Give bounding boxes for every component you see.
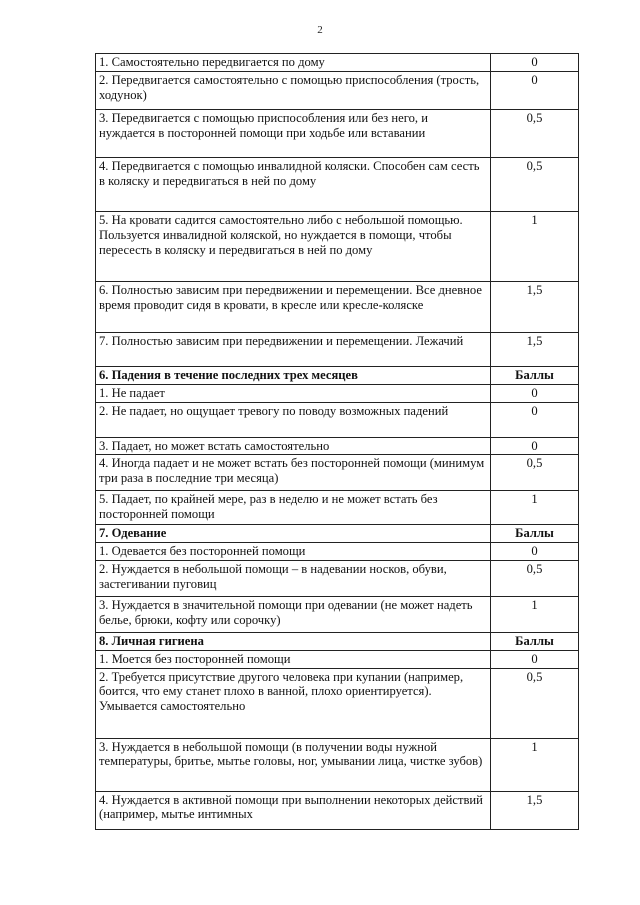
section-header-falls — [96, 367, 579, 385]
score-value: 0,5 — [491, 158, 579, 212]
score-value: 1,5 — [491, 333, 579, 367]
score-value: 0,5 — [491, 668, 579, 738]
table-row — [96, 596, 579, 632]
section-header-hygiene — [96, 632, 579, 650]
score-value: 0,5 — [491, 560, 579, 596]
score-value: 0 — [491, 437, 579, 455]
table-row — [96, 738, 579, 791]
criterion-text: 1. Одевается без посторонней помощи — [96, 543, 491, 561]
score-value: 1 — [491, 491, 579, 525]
section-title: 8. Личная гигиена — [96, 632, 491, 650]
table-row — [96, 668, 579, 738]
criterion-text: 4. Иногда падает и не может встать без посторонней помощи (минимум три раза в последние три месяца) — [96, 455, 491, 491]
section-title: 6. Падения в течение последних трех месяцев — [96, 367, 491, 385]
criterion-text: 5. На кровати садится самостоятельно либо с небольшой помощью. Пользуется инвалидной коляской, но нуждается в помощи, чтобы пересесть в коляску и передвигаться в ней по дому — [96, 212, 491, 282]
criterion-text: 2. Не падает, но ощущает тревогу по поводу возможных падений — [96, 402, 491, 437]
page-number: 2 — [317, 24, 323, 36]
criterion-text: 3. Нуждается в небольшой помощи (в получении воды нужной температуры, бритье, мытье головы, ног, умывании лица, чистке зубов) — [96, 738, 491, 791]
criterion-text: 4. Передвигается с помощью инвалидной коляски. Способен сам сесть в коляску и передвигаться в ней по дому — [96, 158, 491, 212]
table-row — [96, 333, 579, 367]
score-value: 0 — [491, 650, 579, 668]
score-value: 1 — [491, 596, 579, 632]
table-row — [96, 402, 579, 437]
criterion-text: 2. Нуждается в небольшой помощи – в надевании носков, обуви, застегивании пуговиц — [96, 560, 491, 596]
table-row — [96, 455, 579, 491]
score-value: 0,5 — [491, 110, 579, 158]
score-value: 1 — [491, 212, 579, 282]
criterion-text: 5. Падает, по крайней мере, раз в неделю и не может встать без посторонней помощи — [96, 491, 491, 525]
section-header-dressing — [96, 525, 579, 543]
score-value: 0 — [491, 384, 579, 402]
assessment-table — [95, 53, 579, 830]
criterion-text: 3. Передвигается с помощью приспособления или без него, и нуждается в посторонней помощи при ходьбе или вставании — [96, 110, 491, 158]
criterion-text: 1. Не падает — [96, 384, 491, 402]
score-value: 0 — [491, 72, 579, 110]
table-row — [96, 437, 579, 455]
criterion-text: 3. Падает, но может встать самостоятельно — [96, 437, 491, 455]
score-value: 1,5 — [491, 282, 579, 333]
criterion-text: 6. Полностью зависим при передвижении и перемещении. Все дневное время проводит сидя в кровати, в кресле или кресле-коляске — [96, 282, 491, 333]
score-column-header: Баллы — [491, 525, 579, 543]
criterion-text: 1. Самостоятельно передвигается по дому — [96, 54, 491, 72]
table-row — [96, 212, 579, 282]
score-column-header: Баллы — [491, 367, 579, 385]
table-row — [96, 491, 579, 525]
table-row — [96, 158, 579, 212]
criterion-text: 7. Полностью зависим при передвижении и перемещении. Лежачий — [96, 333, 491, 367]
table-row — [96, 72, 579, 110]
criterion-text: 3. Нуждается в значительной помощи при одевании (не может надеть белье, брюки, кофту или сорочку) — [96, 596, 491, 632]
score-value: 0 — [491, 54, 579, 72]
score-column-header: Баллы — [491, 632, 579, 650]
table-row — [96, 110, 579, 158]
score-value: 1 — [491, 738, 579, 791]
criterion-text: 4. Нуждается в активной помощи при выполнении некоторых действий (например, мытье интимных — [96, 791, 491, 829]
table-row — [96, 791, 579, 829]
table-row — [96, 282, 579, 333]
table-row — [96, 384, 579, 402]
score-value: 0 — [491, 402, 579, 437]
table-body — [96, 54, 579, 830]
criterion-text: 2. Передвигается самостоятельно с помощью приспособления (трость, ходунок) — [96, 72, 491, 110]
score-value: 1,5 — [491, 791, 579, 829]
table-row — [96, 543, 579, 561]
section-title: 7. Одевание — [96, 525, 491, 543]
score-value: 0 — [491, 543, 579, 561]
table-row — [96, 650, 579, 668]
score-value: 0,5 — [491, 455, 579, 491]
criterion-text: 1. Моется без посторонней помощи — [96, 650, 491, 668]
criterion-text: 2. Требуется присутствие другого человека при купании (например, боится, что ему станет плохо в ванной, плохо ориентируется). Умывается самостоятельно — [96, 668, 491, 738]
table-row — [96, 560, 579, 596]
table-row — [96, 54, 579, 72]
